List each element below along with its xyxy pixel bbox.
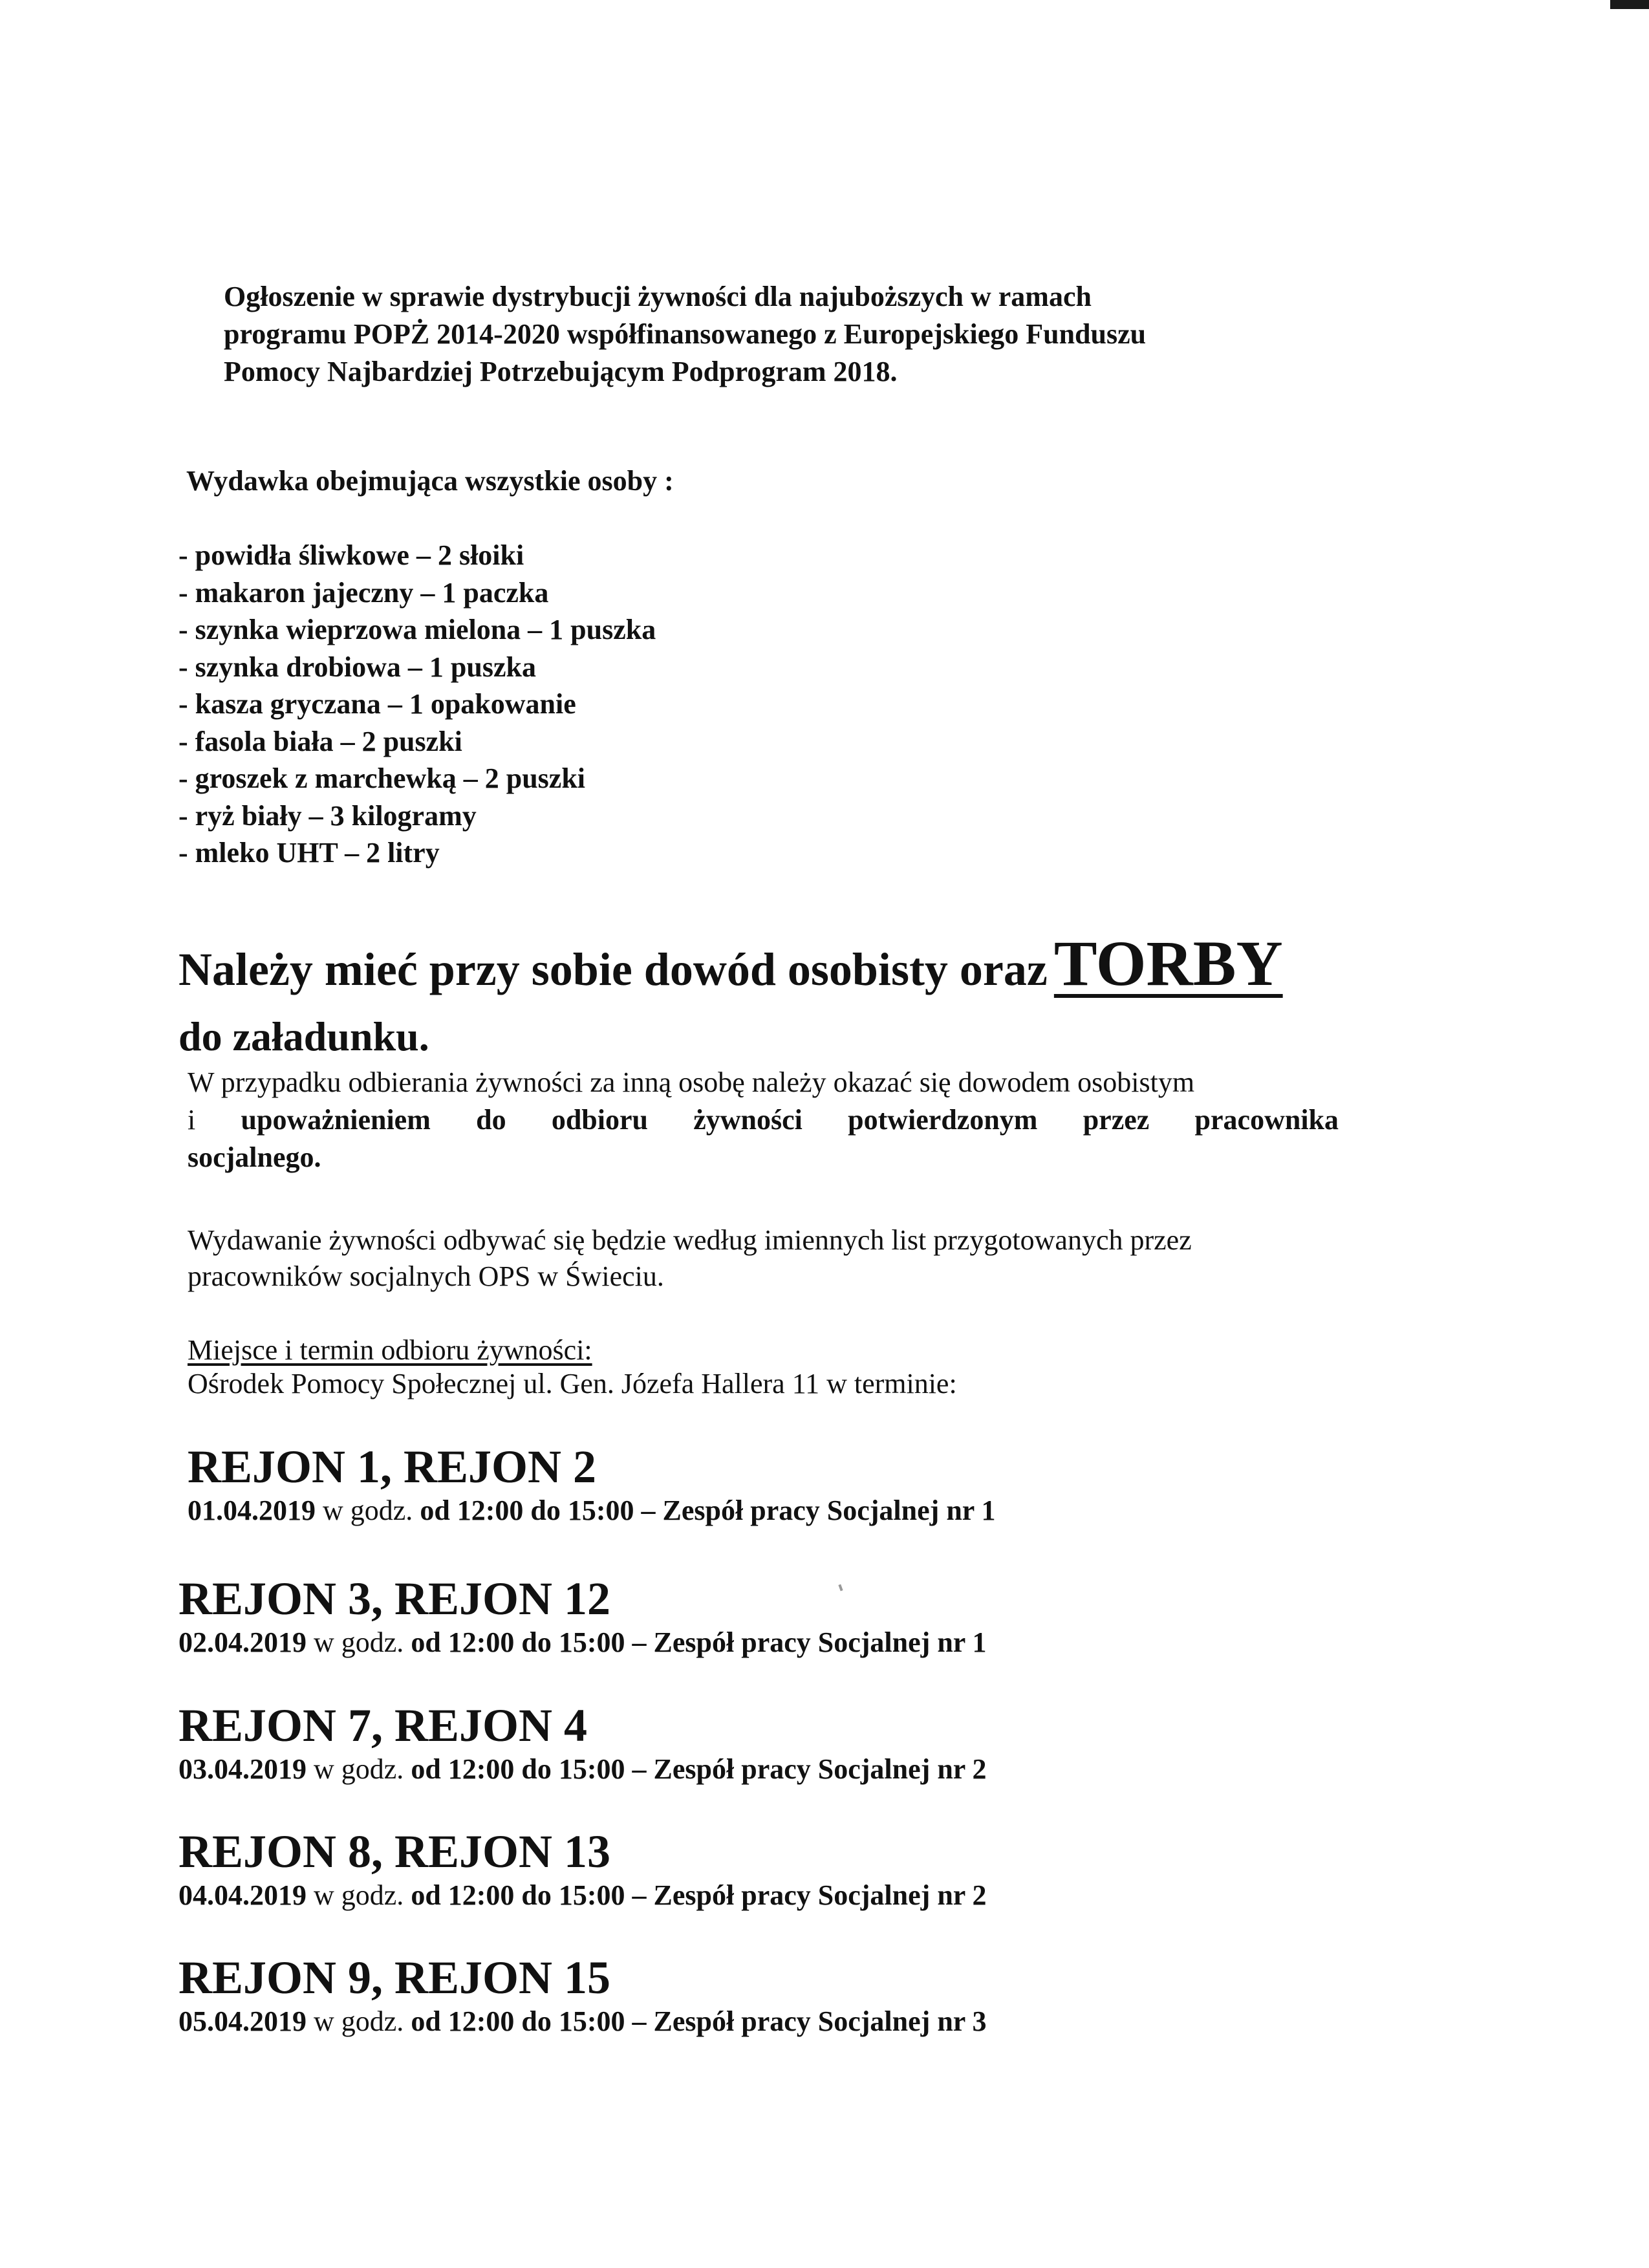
- list-item: - fasola biała – 2 puszki: [178, 725, 462, 757]
- rejon-hours: od 12:00 do 15:00 – Zespół pracy Socjalnej nr 2: [411, 1879, 987, 1911]
- proxy-prefix: i: [188, 1104, 196, 1136]
- id-notice-text: Należy mieć przy sobie dowód osobisty oraz: [178, 944, 1048, 995]
- rejon-hours: od 12:00 do 15:00 – Zespół pracy Socjalnej nr 2: [411, 1753, 987, 1785]
- rejon-hours-prefix: w godz.: [314, 2005, 404, 2037]
- rejon-heading: REJON 1, REJON 2: [188, 1441, 597, 1493]
- list-item: - szynka drobiowa – 1 puszka: [178, 651, 536, 683]
- id-notice-line2: do załadunku.: [178, 1013, 429, 1059]
- rejon-date-line: [178, 2003, 1407, 2040]
- proxy-line: [188, 1101, 1339, 1139]
- schedule-entry: [178, 1573, 1407, 1661]
- list-item: - groszek z marchewką – 2 puszki: [178, 762, 586, 794]
- list-item: - powidła śliwkowe – 2 słoiki: [178, 539, 524, 571]
- rejon-hours-prefix: w godz.: [314, 1879, 404, 1911]
- list-item: - mleko UHT – 2 litry: [178, 837, 440, 869]
- rejon-heading: REJON 7, REJON 4: [178, 1700, 588, 1751]
- lists-info-line: Wydawanie żywności odbywać się będzie według imiennych list przygotowanych przez: [188, 1224, 1192, 1256]
- schedule-entry: [178, 1952, 1407, 2040]
- rejon-date-line: [178, 1625, 1407, 1661]
- place-address: Ośrodek Pomocy Społecznej ul. Gen. Józefa Hallera 11 w terminie:: [188, 1368, 957, 1399]
- proxy-pickup-paragraph: [188, 1064, 1339, 1176]
- bags-emphasis: TORBY: [1053, 927, 1283, 999]
- lists-info-line: pracowników socjalnych OPS w Świeciu.: [188, 1260, 664, 1292]
- announcement-intro: [224, 278, 1355, 391]
- rejon-hours-prefix: w godz.: [314, 1626, 404, 1658]
- proxy-line: [188, 1139, 1339, 1176]
- rejon-hours-prefix: w godz.: [314, 1753, 404, 1785]
- list-item: - ryż biały – 3 kilogramy: [178, 799, 477, 832]
- distribution-title: Wydawka obejmująca wszystkie osoby :: [186, 465, 674, 497]
- rejon-hours-prefix: w godz.: [323, 1495, 413, 1526]
- schedule-entry: [188, 1441, 1416, 1529]
- name-lists-info: [188, 1222, 1352, 1295]
- proxy-bold-text: upoważnieniem do odbioru żywności potwierdzonym przez pracownika: [241, 1104, 1339, 1136]
- rejon-date: 05.04.2019: [178, 2005, 307, 2037]
- list-item: - makaron jajeczny – 1 paczka: [178, 576, 549, 609]
- rejon-date: 04.04.2019: [178, 1879, 307, 1911]
- rejon-date: 02.04.2019: [178, 1626, 307, 1658]
- rejon-date-line: [188, 1493, 1416, 1529]
- rejon-heading: REJON 3, REJON 12: [178, 1573, 611, 1625]
- food-item-list: [178, 537, 656, 872]
- scan-edge-mark: [1610, 0, 1649, 9]
- place-heading: Miejsce i termin odbioru żywności:: [188, 1334, 592, 1366]
- id-notice: [178, 927, 1283, 999]
- intro-line: programu POPŻ 2014-2020 współfinansowanego z Europejskiego Funduszu: [224, 318, 1147, 350]
- rejon-hours: od 12:00 do 15:00 – Zespół pracy Socjalnej nr 3: [411, 2005, 987, 2037]
- list-item: - kasza gryczana – 1 opakowanie: [178, 688, 576, 720]
- intro-line: Pomocy Najbardziej Potrzebującym Podprogram 2018.: [224, 356, 898, 387]
- rejon-date-line: [178, 1877, 1407, 1914]
- schedule-entry: [178, 1700, 1407, 1787]
- schedule-entry: [178, 1826, 1407, 1914]
- pickup-place: [188, 1334, 1352, 1401]
- rejon-hours: od 12:00 do 15:00 – Zespół pracy Socjalnej nr 1: [411, 1626, 987, 1658]
- rejon-date: 01.04.2019: [188, 1495, 316, 1526]
- intro-line: Ogłoszenie w sprawie dystrybucji żywności dla najuboższych w ramach: [224, 281, 1092, 312]
- rejon-heading: REJON 8, REJON 13: [178, 1826, 611, 1877]
- rejon-date-line: [178, 1751, 1407, 1787]
- proxy-line: W przypadku odbierania żywności za inną osobę należy okazać się dowodem osobistym: [188, 1066, 1195, 1098]
- rejon-heading: REJON 9, REJON 15: [178, 1952, 611, 2003]
- proxy-bold-text: socjalnego.: [188, 1141, 321, 1173]
- list-item: - szynka wieprzowa mielona – 1 puszka: [178, 614, 656, 645]
- rejon-date: 03.04.2019: [178, 1753, 307, 1785]
- rejon-hours: od 12:00 do 15:00 – Zespół pracy Socjalnej nr 1: [420, 1495, 996, 1526]
